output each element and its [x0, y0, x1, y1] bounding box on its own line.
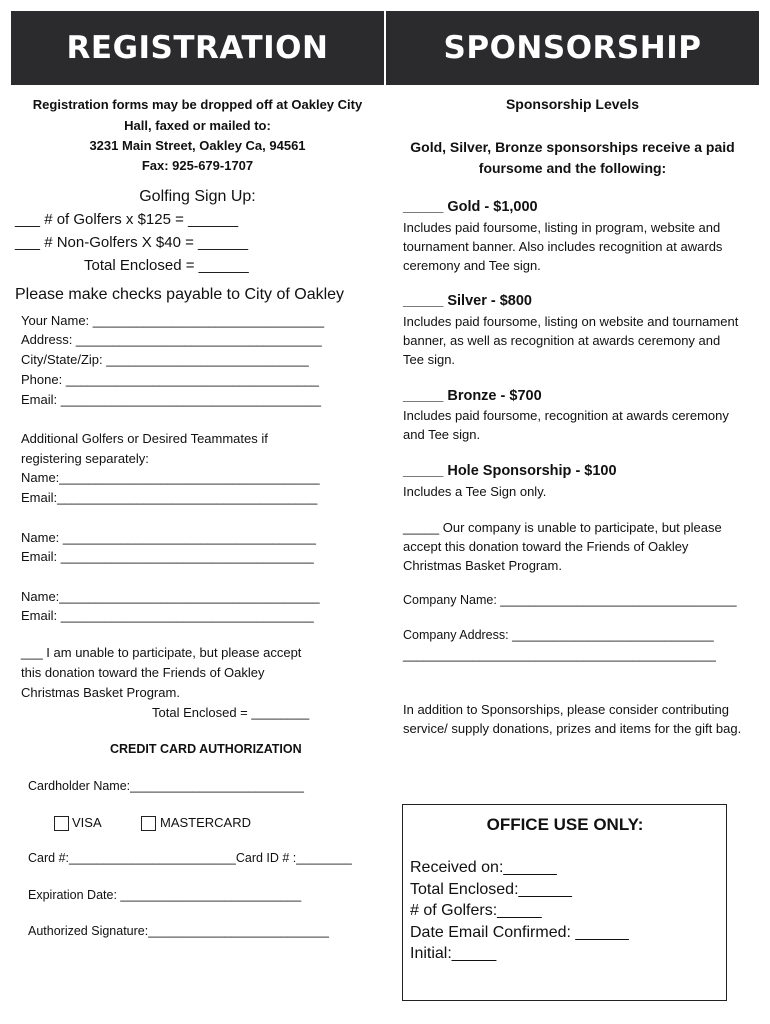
donation-total-enclosed[interactable]: Total Enclosed = ________ — [152, 705, 310, 720]
donation-line-2: this donation toward the Friends of Oakley — [21, 665, 265, 680]
gold-level-title[interactable]: _____ Gold - $1,000 — [403, 199, 538, 215]
expiration-date-field[interactable]: Expiration Date: __________________________ — [28, 888, 302, 902]
dropoff-fax: Fax: 925-679-1707 — [141, 158, 254, 173]
dropoff-line-1: Registration forms may be dropped off at Oakley City — [32, 97, 363, 112]
your-name-field[interactable]: Your Name: ________________________________ — [21, 313, 325, 328]
credit-card-title: CREDIT CARD AUTHORIZATION — [110, 742, 302, 756]
hole-sponsorship-title[interactable]: _____ Hole Sponsorship - $100 — [403, 463, 617, 479]
office-initial: Initial:_____ — [410, 945, 497, 962]
silver-level-title[interactable]: _____ Silver - $800 — [403, 293, 532, 309]
dropoff-line-2: Hall, faxed or mailed to: — [124, 118, 271, 133]
dropoff-address: 3231 Main Street, Oakley Ca, 94561 — [89, 138, 306, 153]
teammate-2-name-field[interactable]: Name: ___________________________________ — [21, 530, 316, 545]
company-name-field[interactable]: Company Name: __________________________________ — [403, 593, 737, 607]
sponsorship-levels-title: Sponsorship Levels — [505, 96, 640, 112]
cardholder-name-field[interactable]: Cardholder Name:_________________________ — [28, 779, 304, 793]
registration-header: REGISTRATION — [11, 11, 384, 85]
company-unable-donation[interactable]: _____ Our company is unable to participate, but please accept this donation toward the Friends of Oakley Christmas Basket Program. — [403, 520, 722, 573]
office-total-enclosed: Total Enclosed:______ — [410, 881, 572, 898]
sponsorship-intro-line-1: Gold, Silver, Bronze sponsorships receive a paid — [410, 139, 735, 155]
bronze-level-description: Includes paid foursome, recognition at awards ceremony and Tee sign. — [403, 408, 729, 442]
mastercard-checkbox[interactable] — [141, 816, 156, 831]
bronze-level-title[interactable]: _____ Bronze - $700 — [403, 388, 542, 404]
visa-checkbox[interactable] — [54, 816, 69, 831]
phone-field[interactable]: Phone: ___________________________________ — [21, 372, 319, 387]
office-date-email-confirmed: Date Email Confirmed: ______ — [410, 924, 629, 941]
non-golfers-count-line: ___ # Non-Golfers X $40 = ______ — [15, 234, 249, 251]
teammate-2-email-field[interactable]: Email: ___________________________________ — [21, 549, 314, 564]
office-received-on: Received on:______ — [410, 859, 557, 876]
teammate-3-email-field[interactable]: Email: ___________________________________ — [21, 608, 314, 623]
golfing-signup-title: Golfing Sign Up: — [139, 188, 256, 205]
additional-golfers-line-1: Additional Golfers or Desired Teammates if — [21, 431, 268, 446]
teammate-1-name-field[interactable]: Name:____________________________________ — [21, 470, 320, 485]
email-field[interactable]: Email: ____________________________________ — [21, 392, 322, 407]
hole-sponsorship-description: Includes a Tee Sign only. — [403, 484, 547, 499]
donation-line-3: Christmas Basket Program. — [21, 685, 180, 700]
card-number-field[interactable]: Card #:________________________Card ID # :________ — [28, 851, 352, 865]
office-golfers-count: # of Golfers:_____ — [410, 902, 542, 919]
mastercard-label: MASTERCARD — [160, 815, 252, 830]
company-address-field[interactable]: Company Address: _____________________________ — [403, 628, 714, 642]
gold-level-description: Includes paid foursome, listing in program, website and tournament banner. Also includes recognition at awards ceremony and Tee sign. — [403, 220, 723, 273]
teammate-3-name-field[interactable]: Name:____________________________________ — [21, 589, 320, 604]
address-field[interactable]: Address: __________________________________ — [21, 332, 322, 347]
additional-golfers-line-2: registering separately: — [21, 451, 149, 466]
teammate-1-email-field[interactable]: Email:____________________________________ — [21, 490, 318, 505]
visa-label: VISA — [72, 815, 102, 830]
contribution-note: In addition to Sponsorships, please consider contributing service/ supply donations, prizes and items for the gift bag. — [403, 702, 742, 736]
authorized-signature-field[interactable]: Authorized Signature:__________________________ — [28, 924, 329, 938]
checks-payable-note: Please make checks payable to City of Oakley — [15, 286, 345, 303]
donation-line-1: ___ I am unable to participate, but please accept — [21, 645, 302, 660]
company-address-line-2[interactable]: _____________________________________________ — [403, 648, 716, 662]
sponsorship-header: SPONSORSHIP — [386, 11, 759, 85]
office-use-title: OFFICE USE ONLY: — [486, 815, 644, 834]
silver-level-description: Includes paid foursome, listing on website and tournament banner, as well as recognition at awards ceremony and Tee sign. — [403, 314, 739, 367]
sponsorship-intro-line-2: foursome and the following: — [478, 160, 667, 176]
golf-total-enclosed: Total Enclosed = ______ — [84, 257, 249, 274]
city-state-zip-field[interactable]: City/State/Zip: ____________________________ — [21, 352, 309, 367]
golfers-count-line: ___ # of Golfers x $125 = ______ — [15, 211, 239, 228]
